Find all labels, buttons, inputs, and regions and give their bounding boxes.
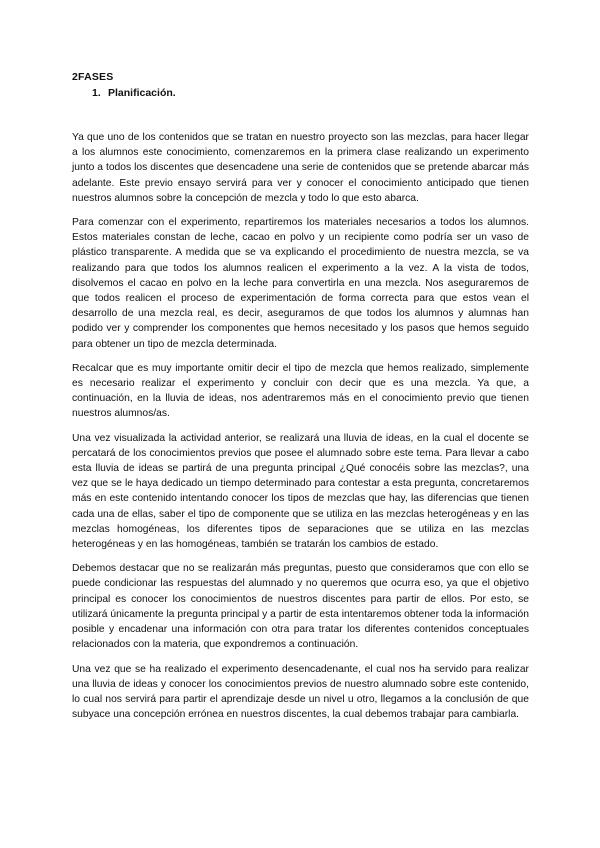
subheading-number: 1. (92, 87, 101, 99)
body-text (72, 130, 529, 722)
paragraph-conclusion: Una vez que se ha realizado el experimento desencadenante, el cual nos ha servido para realizar una lluvia de ideas y conocer los conocimientos previos de nuestro alumnado sobre este contenido, lo cual nos servirá para partir el aprendizaje desde un nivel u otro, llegamos a la conclusión de que subyace una concepción errónea en nuestros discentes, la cual debemos trabajar para cambiarla. (72, 663, 529, 721)
subheading (92, 86, 529, 100)
paragraph-experiment: Para comenzar con el experimento, repartiremos los materiales necesarios a todos los alumnos. Estos materiales constan de leche, cacao en polvo y un recipiente como podría ser un vaso de plástico transparente. A medida que se va explicando el procedimiento de nuestra mezcla, se va realizando para que todos los alumnos realicen el experimento a la vez. A la vista de todos, disolvemos el cacao en polvo en la leche para convertirla en una mezcla. Nos aseguraremos de que todos realicen el proceso de experimentación de forma correcta para que estos vean el desarrollo de una mezcla real, es decir, aseguramos de que todos los alumnos y alumnas han podido ver y comprender los componentes que hemos necesitado y los pasos que hemos seguido para obtener un tipo de mezcla determinada. (72, 217, 529, 350)
paragraph-brainstorm: Una vez visualizada la actividad anterior, se realizará una lluvia de ideas, en la cual el docente se percatará de los conocimientos previos que posee el alumnado sobre este tema. Para llevar a cabo esta lluvia de ideas se partirá de una pregunta principal ¿Qué conocéis sobre las mezclas?, una vez que se le haya dedicado un tiempo determinado para contestar a esta pregunta, concretaremos más en este contenido intentando conocer los tipos de mezclas que hay, las diferencias que tienen cada una de ellas, saber el tipo de componente que se utiliza en las mezclas heterogéneas y en las mezclas homogéneas, los diferentes tipos de separaciones que se utiliza en las mezclas heterogéneas y en las homogéneas, también se tratarán los cambios de estado. (72, 432, 529, 551)
paragraph-note: Recalcar que es muy importante omitir decir el tipo de mezcla que hemos realizado, simplemente es necesario realizar el experimento y concluir con decir que es una mezcla. Ya que, a continuación, en la lluvia de ideas, nos adentraremos más en el conocimiento previo que tienen nuestros alumnos/as. (72, 362, 529, 420)
section-title: 2FASES (72, 71, 114, 83)
paragraph-questions: Debemos destacar que no se realizarán más preguntas, puesto que consideramos que con ello se puede condicionar las respuestas del alumnado y no queremos que ocurra eso, ya que el objetivo principal es conocer los conocimientos de nuestros discentes para partir de ellos. Por esto, se utilizará únicamente la pregunta principal y a partir de esta intentaremos obtener toda la información posible y encadenar una información con otra para tratar los diferentes contenidos conceptuales relacionados con la materia, que expondremos a continuación. (72, 563, 529, 651)
subheading-text: Planificación. (108, 87, 176, 99)
paragraph-intro: Ya que uno de los contenidos que se tratan en nuestro proyecto son las mezclas, para hacer llegar a los alumnos este conocimiento, comenzaremos en la primera clase realizando un experimento junto a todos los discentes que desencadene una serie de contenidos que se pretende abarcar más adelante. Este previo ensayo servirá para ver y conocer el conocimiento anticipado que tienen nuestros alumnos sobre la concepción de mezcla y todo lo que esto abarca. (72, 132, 529, 204)
document-page (72, 70, 529, 731)
